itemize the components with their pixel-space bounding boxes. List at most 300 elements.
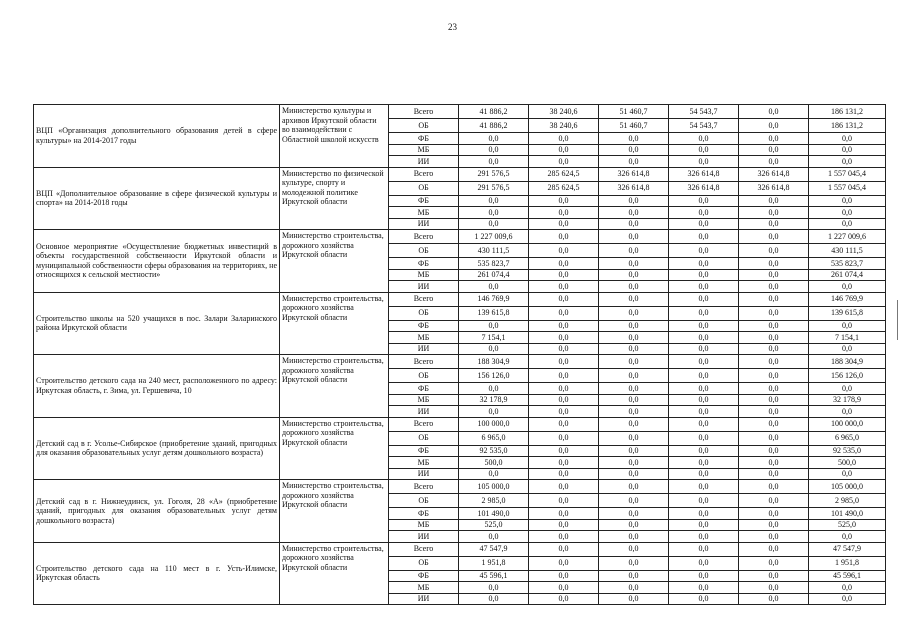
year-value-cell: 0,0 (669, 343, 739, 355)
year-value-cell: 0,0 (529, 394, 599, 406)
year-value-cell: 0,0 (739, 258, 809, 270)
year-value-cell: 0,0 (669, 320, 739, 332)
year-value-cell: 0,0 (669, 570, 739, 582)
funding-source-cell: ФБ (389, 383, 459, 395)
year-value-cell: 0,0 (669, 445, 739, 457)
table-row (34, 480, 886, 494)
year-value-cell: 0,0 (599, 417, 669, 431)
year-value-cell: 0,0 (739, 119, 809, 133)
year-value-cell: 0,0 (739, 457, 809, 469)
year-value-cell: 0,0 (599, 207, 669, 219)
year-value-cell: 500,0 (459, 457, 529, 469)
year-value-cell: 0,0 (669, 244, 739, 258)
year-value-cell: 0,0 (529, 156, 599, 168)
year-value-cell: 0,0 (739, 468, 809, 480)
year-value-cell: 0,0 (599, 306, 669, 320)
funding-source-cell: ОБ (389, 119, 459, 133)
year-value-cell: 0,0 (459, 468, 529, 480)
budget-table (33, 104, 886, 605)
year-value-cell: 51 460,7 (599, 105, 669, 119)
year-value-cell: 6 965,0 (459, 431, 529, 445)
total-value-cell: 0,0 (809, 468, 886, 480)
year-value-cell: 0,0 (739, 542, 809, 556)
funding-source-cell: ФБ (389, 570, 459, 582)
year-value-cell: 0,0 (599, 431, 669, 445)
year-value-cell: 0,0 (599, 468, 669, 480)
year-value-cell: 0,0 (669, 417, 739, 431)
program-name-cell: Строительство детского сада на 240 мест, расположенного по адресу: Иркутская область, г. Зима, ул. Гершевича, 10 (34, 355, 280, 418)
funding-source-cell: МБ (389, 144, 459, 156)
program-name-cell: Строительство школы на 520 учащихся в пос. Залари Заларинского района Иркутской области (34, 292, 280, 355)
year-value-cell: 0,0 (739, 156, 809, 168)
year-value-cell: 0,0 (459, 156, 529, 168)
funding-source-cell: ИИ (389, 468, 459, 480)
total-value-cell: 0,0 (809, 320, 886, 332)
year-value-cell: 38 240,6 (529, 105, 599, 119)
year-value-cell: 0,0 (599, 531, 669, 543)
funding-source-cell: ИИ (389, 531, 459, 543)
total-value-cell: 1 951,8 (809, 556, 886, 570)
year-value-cell: 0,0 (669, 582, 739, 594)
funding-source-cell: Всего (389, 542, 459, 556)
responsible-executor-cell: Министерство строительства, дорожного хозяйства Иркутской области (280, 355, 389, 418)
year-value-cell: 101 490,0 (459, 508, 529, 520)
year-value-cell: 0,0 (669, 531, 739, 543)
total-value-cell: 0,0 (809, 207, 886, 219)
year-value-cell: 0,0 (739, 570, 809, 582)
total-value-cell: 6 965,0 (809, 431, 886, 445)
year-value-cell: 0,0 (529, 480, 599, 494)
year-value-cell: 0,0 (529, 218, 599, 230)
year-value-cell: 0,0 (739, 133, 809, 145)
year-value-cell: 0,0 (459, 582, 529, 594)
total-value-cell: 0,0 (809, 582, 886, 594)
year-value-cell: 0,0 (529, 519, 599, 531)
year-value-cell: 0,0 (529, 230, 599, 244)
year-value-cell: 0,0 (669, 292, 739, 306)
year-value-cell: 0,0 (529, 281, 599, 293)
year-value-cell: 105 000,0 (459, 480, 529, 494)
year-value-cell: 51 460,7 (599, 119, 669, 133)
year-value-cell: 0,0 (529, 269, 599, 281)
year-value-cell: 41 886,2 (459, 119, 529, 133)
funding-source-cell: МБ (389, 582, 459, 594)
year-value-cell: 430 111,5 (459, 244, 529, 258)
year-value-cell: 0,0 (739, 218, 809, 230)
year-value-cell: 291 576,5 (459, 181, 529, 195)
year-value-cell: 0,0 (459, 531, 529, 543)
year-value-cell: 326 614,8 (599, 167, 669, 181)
year-value-cell: 0,0 (669, 195, 739, 207)
year-value-cell: 0,0 (669, 369, 739, 383)
year-value-cell: 0,0 (529, 570, 599, 582)
funding-source-cell: ИИ (389, 406, 459, 418)
year-value-cell: 0,0 (529, 468, 599, 480)
year-value-cell: 0,0 (599, 258, 669, 270)
year-value-cell: 0,0 (669, 431, 739, 445)
year-value-cell: 0,0 (599, 519, 669, 531)
total-value-cell: 0,0 (809, 343, 886, 355)
total-value-cell: 0,0 (809, 156, 886, 168)
year-value-cell: 100 000,0 (459, 417, 529, 431)
total-value-cell: 535 823,7 (809, 258, 886, 270)
year-value-cell: 0,0 (739, 406, 809, 418)
funding-source-cell: МБ (389, 394, 459, 406)
total-value-cell: 188 304,9 (809, 355, 886, 369)
program-name-cell: Детский сад в г. Нижнеудинск, ул. Гоголя, 28 «А» (приобретение зданий, пригодных для оказания образовательных услуг детям дошкольного возраста) (34, 480, 280, 543)
year-value-cell: 0,0 (459, 133, 529, 145)
year-value-cell: 0,0 (599, 369, 669, 383)
table-row (34, 105, 886, 119)
year-value-cell: 0,0 (599, 230, 669, 244)
year-value-cell: 0,0 (529, 508, 599, 520)
year-value-cell: 0,0 (669, 230, 739, 244)
total-value-cell: 186 131,2 (809, 119, 886, 133)
year-value-cell: 0,0 (599, 480, 669, 494)
year-value-cell: 291 576,5 (459, 167, 529, 181)
year-value-cell: 0,0 (599, 394, 669, 406)
funding-source-cell: Всего (389, 105, 459, 119)
year-value-cell: 326 614,8 (599, 181, 669, 195)
total-value-cell: 0,0 (809, 195, 886, 207)
year-value-cell: 0,0 (529, 244, 599, 258)
total-value-cell: 0,0 (809, 406, 886, 418)
funding-source-cell: ИИ (389, 218, 459, 230)
year-value-cell: 0,0 (669, 355, 739, 369)
year-value-cell: 0,0 (669, 542, 739, 556)
year-value-cell: 326 614,8 (739, 181, 809, 195)
year-value-cell: 0,0 (739, 292, 809, 306)
program-name-cell: ВЦП «Организация дополнительного образования детей в сфере культуры» на 2014-2017 годы (34, 105, 280, 168)
year-value-cell: 0,0 (599, 457, 669, 469)
year-value-cell: 0,0 (529, 292, 599, 306)
year-value-cell: 0,0 (459, 406, 529, 418)
year-value-cell: 54 543,7 (669, 105, 739, 119)
year-value-cell: 0,0 (669, 494, 739, 508)
year-value-cell: 0,0 (529, 306, 599, 320)
year-value-cell: 0,0 (459, 281, 529, 293)
total-value-cell: 0,0 (809, 383, 886, 395)
year-value-cell: 0,0 (599, 542, 669, 556)
year-value-cell: 0,0 (739, 445, 809, 457)
year-value-cell: 0,0 (669, 383, 739, 395)
program-name-cell: Детский сад в г. Усолье-Сибирское (приобретение зданий, пригодных для оказания образовательных услуг детям дошкольного возраста) (34, 417, 280, 480)
year-value-cell: 0,0 (529, 445, 599, 457)
year-value-cell: 0,0 (599, 320, 669, 332)
total-value-cell: 105 000,0 (809, 480, 886, 494)
year-value-cell: 0,0 (669, 144, 739, 156)
year-value-cell: 0,0 (529, 258, 599, 270)
year-value-cell: 1 227 009,6 (459, 230, 529, 244)
year-value-cell: 0,0 (739, 207, 809, 219)
page-number: 23 (448, 22, 457, 32)
year-value-cell: 0,0 (599, 582, 669, 594)
total-value-cell: 32 178,9 (809, 394, 886, 406)
responsible-executor-cell: Министерство культуры и архивов Иркутской области во взаимодействии с Областной школой искусств (280, 105, 389, 168)
funding-source-cell: ОБ (389, 556, 459, 570)
year-value-cell: 0,0 (529, 542, 599, 556)
year-value-cell: 0,0 (669, 218, 739, 230)
total-value-cell: 0,0 (809, 593, 886, 605)
funding-source-cell: Всего (389, 480, 459, 494)
total-value-cell: 500,0 (809, 457, 886, 469)
year-value-cell: 326 614,8 (669, 181, 739, 195)
funding-source-cell: Всего (389, 167, 459, 181)
year-value-cell: 0,0 (599, 494, 669, 508)
total-value-cell: 45 596,1 (809, 570, 886, 582)
year-value-cell: 0,0 (459, 320, 529, 332)
year-value-cell: 0,0 (599, 556, 669, 570)
total-value-cell: 92 535,0 (809, 445, 886, 457)
year-value-cell: 0,0 (599, 383, 669, 395)
year-value-cell: 0,0 (459, 218, 529, 230)
year-value-cell: 0,0 (529, 406, 599, 418)
funding-source-cell: Всего (389, 292, 459, 306)
total-value-cell: 2 985,0 (809, 494, 886, 508)
year-value-cell: 0,0 (739, 230, 809, 244)
year-value-cell: 0,0 (669, 258, 739, 270)
year-value-cell: 0,0 (739, 105, 809, 119)
funding-source-cell: МБ (389, 457, 459, 469)
year-value-cell: 0,0 (669, 332, 739, 344)
year-value-cell: 0,0 (739, 508, 809, 520)
year-value-cell: 38 240,6 (529, 119, 599, 133)
funding-source-cell: МБ (389, 269, 459, 281)
total-value-cell: 430 111,5 (809, 244, 886, 258)
year-value-cell: 41 886,2 (459, 105, 529, 119)
year-value-cell: 0,0 (599, 269, 669, 281)
table-row (34, 292, 886, 306)
year-value-cell: 0,0 (669, 480, 739, 494)
year-value-cell: 0,0 (599, 218, 669, 230)
year-value-cell: 535 823,7 (459, 258, 529, 270)
year-value-cell: 525,0 (459, 519, 529, 531)
year-value-cell: 0,0 (529, 355, 599, 369)
year-value-cell: 7 154,1 (459, 332, 529, 344)
funding-source-cell: МБ (389, 519, 459, 531)
funding-source-cell: ИИ (389, 156, 459, 168)
year-value-cell: 0,0 (669, 133, 739, 145)
year-value-cell: 0,0 (529, 133, 599, 145)
year-value-cell: 0,0 (529, 582, 599, 594)
funding-source-cell: ФБ (389, 258, 459, 270)
table-row (34, 167, 886, 181)
total-value-cell: 101 490,0 (809, 508, 886, 520)
table-row (34, 417, 886, 431)
total-value-cell: 100 000,0 (809, 417, 886, 431)
total-value-cell: 1 557 045,4 (809, 167, 886, 181)
year-value-cell: 156 126,0 (459, 369, 529, 383)
year-value-cell: 0,0 (739, 556, 809, 570)
funding-source-cell: МБ (389, 207, 459, 219)
responsible-executor-cell: Министерство строительства, дорожного хозяйства Иркутской области (280, 230, 389, 293)
year-value-cell: 0,0 (669, 306, 739, 320)
year-value-cell: 0,0 (459, 144, 529, 156)
year-value-cell: 0,0 (529, 320, 599, 332)
total-value-cell: 0,0 (809, 133, 886, 145)
total-value-cell: 7 154,1 (809, 332, 886, 344)
funding-source-cell: ФБ (389, 133, 459, 145)
year-value-cell: 0,0 (669, 394, 739, 406)
program-name-cell: ВЦП «Дополнительное образование в сфере физической культуры и спорта» на 2014-2018 годы (34, 167, 280, 230)
total-value-cell: 0,0 (809, 144, 886, 156)
year-value-cell: 45 596,1 (459, 570, 529, 582)
year-value-cell: 0,0 (459, 207, 529, 219)
year-value-cell: 0,0 (599, 445, 669, 457)
year-value-cell: 0,0 (739, 369, 809, 383)
year-value-cell: 0,0 (739, 281, 809, 293)
year-value-cell: 0,0 (669, 593, 739, 605)
year-value-cell: 0,0 (599, 406, 669, 418)
funding-source-cell: ФБ (389, 508, 459, 520)
funding-source-cell: Всего (389, 230, 459, 244)
year-value-cell: 0,0 (669, 519, 739, 531)
year-value-cell: 0,0 (669, 269, 739, 281)
year-value-cell: 261 074,4 (459, 269, 529, 281)
year-value-cell: 0,0 (529, 457, 599, 469)
year-value-cell: 0,0 (739, 332, 809, 344)
total-value-cell: 261 074,4 (809, 269, 886, 281)
year-value-cell: 0,0 (529, 369, 599, 383)
scan-mark (897, 300, 898, 340)
funding-source-cell: ОБ (389, 431, 459, 445)
total-value-cell: 0,0 (809, 281, 886, 293)
year-value-cell: 47 547,9 (459, 542, 529, 556)
year-value-cell: 0,0 (529, 144, 599, 156)
funding-source-cell: Всего (389, 417, 459, 431)
funding-source-cell: ОБ (389, 494, 459, 508)
responsible-executor-cell: Министерство строительства, дорожного хозяйства Иркутской области (280, 292, 389, 355)
table-row (34, 542, 886, 556)
year-value-cell: 0,0 (459, 343, 529, 355)
year-value-cell: 285 624,5 (529, 167, 599, 181)
program-name-cell: Основное мероприятие «Осуществление бюджетных инвестиций в объекты государственной собственности Иркутской области и муниципальной собственности сферы образования на территориях, не относящихся к сельской местности» (34, 230, 280, 293)
year-value-cell: 285 624,5 (529, 181, 599, 195)
year-value-cell: 1 951,8 (459, 556, 529, 570)
year-value-cell: 0,0 (739, 394, 809, 406)
year-value-cell: 0,0 (599, 343, 669, 355)
year-value-cell: 0,0 (739, 593, 809, 605)
year-value-cell: 326 614,8 (739, 167, 809, 181)
funding-source-cell: ФБ (389, 195, 459, 207)
year-value-cell: 0,0 (739, 531, 809, 543)
year-value-cell: 0,0 (669, 207, 739, 219)
year-value-cell: 0,0 (529, 343, 599, 355)
responsible-executor-cell: Министерство строительства, дорожного хозяйства Иркутской области (280, 417, 389, 480)
year-value-cell: 0,0 (599, 133, 669, 145)
table-row (34, 230, 886, 244)
total-value-cell: 1 557 045,4 (809, 181, 886, 195)
funding-source-cell: ФБ (389, 445, 459, 457)
year-value-cell: 0,0 (669, 406, 739, 418)
funding-source-cell: ИИ (389, 281, 459, 293)
year-value-cell: 0,0 (669, 508, 739, 520)
year-value-cell: 0,0 (529, 417, 599, 431)
funding-source-cell: ОБ (389, 369, 459, 383)
year-value-cell: 0,0 (739, 383, 809, 395)
year-value-cell: 0,0 (599, 508, 669, 520)
funding-source-cell: Всего (389, 355, 459, 369)
year-value-cell: 146 769,9 (459, 292, 529, 306)
year-value-cell: 0,0 (459, 195, 529, 207)
total-value-cell: 1 227 009,6 (809, 230, 886, 244)
funding-source-cell: МБ (389, 332, 459, 344)
year-value-cell: 0,0 (529, 195, 599, 207)
year-value-cell: 0,0 (739, 519, 809, 531)
responsible-executor-cell: Министерство строительства, дорожного хозяйства Иркутской области (280, 480, 389, 543)
funding-source-cell: ОБ (389, 306, 459, 320)
year-value-cell: 0,0 (739, 144, 809, 156)
year-value-cell: 0,0 (739, 244, 809, 258)
year-value-cell: 0,0 (669, 457, 739, 469)
table-body (34, 105, 886, 605)
responsible-executor-cell: Министерство строительства, дорожного хозяйства Иркутской области (280, 542, 389, 605)
year-value-cell: 0,0 (669, 281, 739, 293)
responsible-executor-cell: Министерство по физической культуре, спорту и молодежной политике Иркутской области (280, 167, 389, 230)
year-value-cell: 0,0 (599, 244, 669, 258)
funding-source-cell: ОБ (389, 181, 459, 195)
total-value-cell: 156 126,0 (809, 369, 886, 383)
year-value-cell: 0,0 (529, 207, 599, 219)
year-value-cell: 0,0 (599, 593, 669, 605)
year-value-cell: 32 178,9 (459, 394, 529, 406)
year-value-cell: 0,0 (669, 156, 739, 168)
year-value-cell: 0,0 (739, 431, 809, 445)
funding-source-cell: ИИ (389, 343, 459, 355)
year-value-cell: 0,0 (599, 292, 669, 306)
year-value-cell: 0,0 (529, 593, 599, 605)
year-value-cell: 54 543,7 (669, 119, 739, 133)
year-value-cell: 0,0 (669, 556, 739, 570)
total-value-cell: 146 769,9 (809, 292, 886, 306)
year-value-cell: 0,0 (739, 417, 809, 431)
year-value-cell: 0,0 (529, 383, 599, 395)
year-value-cell: 0,0 (739, 355, 809, 369)
year-value-cell: 0,0 (739, 582, 809, 594)
year-value-cell: 0,0 (529, 332, 599, 344)
year-value-cell: 0,0 (599, 156, 669, 168)
year-value-cell: 0,0 (739, 320, 809, 332)
year-value-cell: 0,0 (459, 383, 529, 395)
year-value-cell: 0,0 (739, 306, 809, 320)
year-value-cell: 0,0 (459, 593, 529, 605)
total-value-cell: 0,0 (809, 218, 886, 230)
year-value-cell: 188 304,9 (459, 355, 529, 369)
year-value-cell: 0,0 (529, 556, 599, 570)
year-value-cell: 2 985,0 (459, 494, 529, 508)
year-value-cell: 326 614,8 (669, 167, 739, 181)
year-value-cell: 0,0 (739, 269, 809, 281)
year-value-cell: 0,0 (599, 195, 669, 207)
total-value-cell: 525,0 (809, 519, 886, 531)
program-name-cell: Строительство детского сада на 110 мест в г. Усть-Илимске, Иркутская область (34, 542, 280, 605)
total-value-cell: 186 131,2 (809, 105, 886, 119)
year-value-cell: 0,0 (529, 531, 599, 543)
funding-source-cell: ИИ (389, 593, 459, 605)
year-value-cell: 0,0 (669, 468, 739, 480)
year-value-cell: 92 535,0 (459, 445, 529, 457)
year-value-cell: 0,0 (529, 494, 599, 508)
funding-source-cell: ОБ (389, 244, 459, 258)
year-value-cell: 0,0 (599, 332, 669, 344)
year-value-cell: 0,0 (529, 431, 599, 445)
year-value-cell: 0,0 (739, 343, 809, 355)
total-value-cell: 139 615,8 (809, 306, 886, 320)
year-value-cell: 0,0 (599, 281, 669, 293)
year-value-cell: 0,0 (739, 195, 809, 207)
funding-source-cell: ФБ (389, 320, 459, 332)
year-value-cell: 139 615,8 (459, 306, 529, 320)
